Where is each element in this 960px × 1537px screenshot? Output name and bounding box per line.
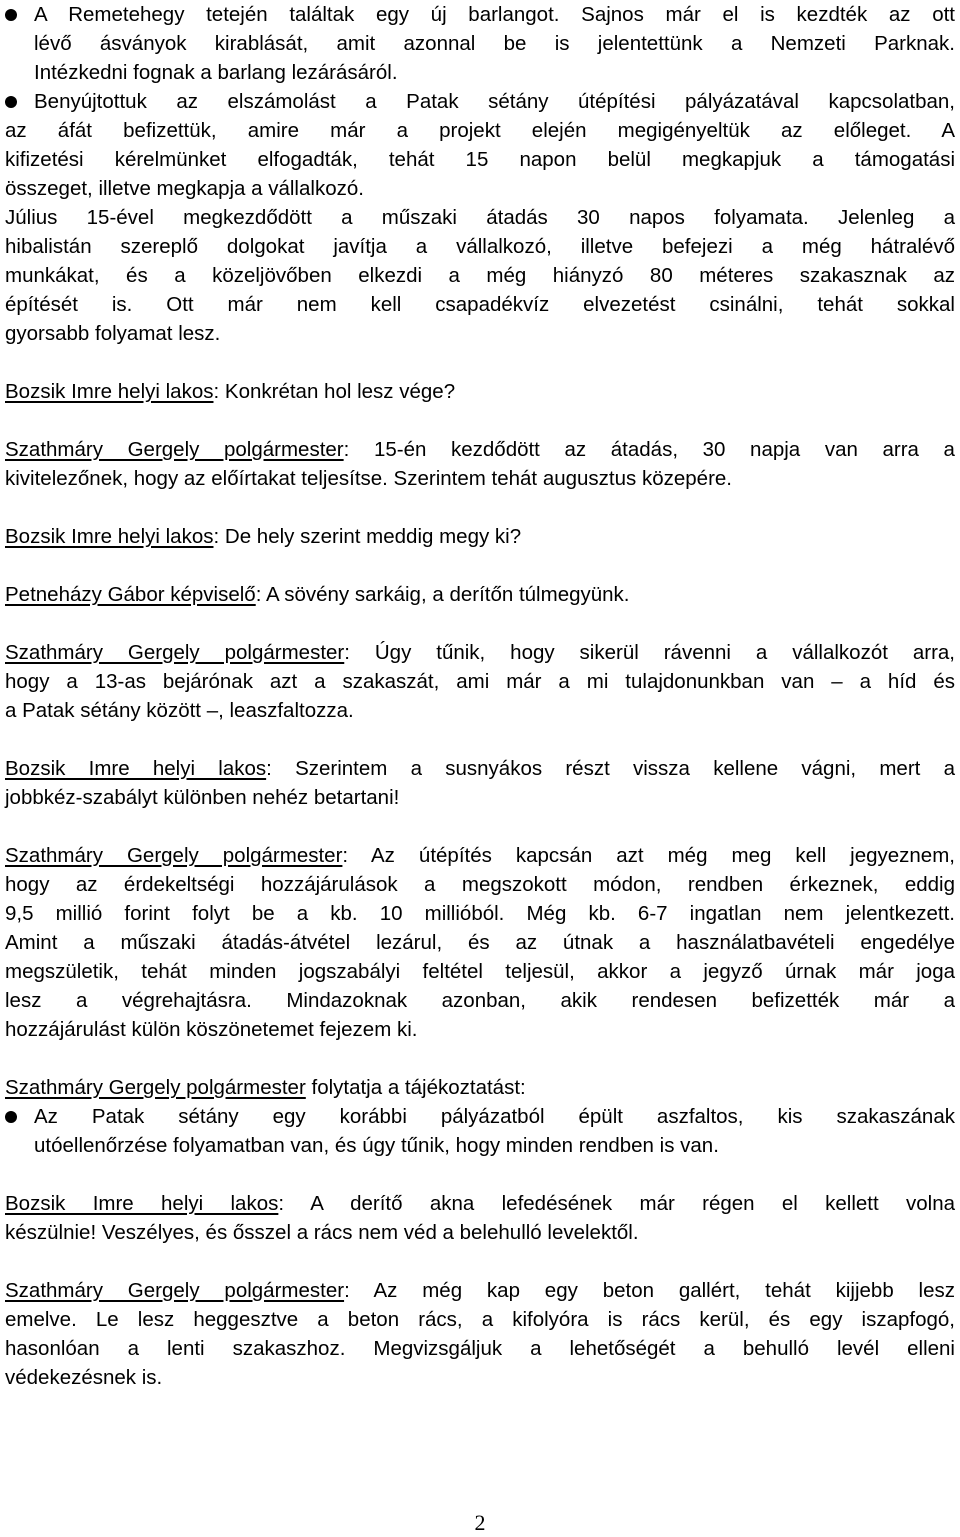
text-line: az áfát befizettük, amire már a projekt elején megigényeltük az előleget. A [5, 119, 955, 142]
speaker-name: Bozsik Imre helyi lakos [5, 525, 214, 548]
bullet-text [34, 0, 955, 87]
text-line: Konkrétan hol lesz vége? [224, 380, 456, 403]
dialogue-paragraph: Szathmáry Gergely polgármester: 15-én kezdődött az átadás, 30 napja van arra a kivitelezőnek, hogy az előírtakat teljesítse. Szerintem tehát augusztus közepére. [5, 435, 955, 493]
text-line: hogy az érdekeltségi hozzájárulások a megszokott módon, rendben érkeznek, eddig [5, 873, 955, 896]
text-line: kivitelezőnek, hogy az előírtakat teljesítse. Szerintem tehát augusztus közepére. [5, 467, 732, 490]
speaker-name: Bozsik Imre helyi lakos [5, 757, 267, 780]
speaker-name: Petneházy Gábor képviselő [5, 583, 256, 606]
text-line: A sövény sarkáig, a derítőn túlmegyünk. [265, 583, 630, 606]
page-number: 2 [474, 1510, 486, 1535]
paragraph [5, 1073, 955, 1102]
text-line: Úgy tűnik, hogy sikerül rávenni a vállalkozót arra, [374, 641, 955, 664]
text-line: kifizetési kérelmünket elfogadták, tehát 15 napon belül megkapjuk a támogatási [5, 148, 955, 171]
text-line: hogy a 13-as bejárónak azt a szakaszát, ami már a mi tulajdonunkban van – a híd és [5, 670, 955, 693]
text-line: lesz a végrehajtásra. Mindazoknak azonban, akik rendesen befizették már a [5, 989, 955, 1012]
dialogue-paragraph: Szathmáry Gergely polgármester: Az útépítés kapcsán azt még meg kell jegyeznem, hogy az érdekeltségi hozzájárulások a megszokott módon, rendben érkeznek, eddig 9,5 millió forint folyt be a kb. 10 millióból. Még kb. 6-7 ingatlan nem jelentkezett. Amint a műszaki átadás-átvétel lezárul, és az útnak a használatbavételi engedélye megszületik, tehát minden jogszabályi feltétel teljesül, akkor a jegyző úrnak már joga lesz a végrehajtásra. Mindazoknak azonban, akik rendesen befizették már a hozzájárulást külön köszönetemet fejezem ki. [5, 841, 955, 1044]
text-line: Az még kap egy beton gallért, tehát kijjebb lesz [373, 1279, 956, 1302]
text-line: gyorsabb folyamat lesz. [5, 322, 221, 345]
text-line: Az Patak sétány egy korábbi pályázatból épült aszfaltos, kis szakaszának [34, 1105, 955, 1128]
text-line: A derítő akna lefedésének már régen el kellett volna [310, 1192, 956, 1215]
text-line: A Remetehegy tetején találtak egy új barlangot. Sajnos már el is kezdték az ott [34, 3, 955, 26]
dialogue-paragraph: Bozsik Imre helyi lakos: De hely szerint meddig megy ki? [5, 525, 522, 548]
text-line: Benyújtottuk az elszámolást a Patak sétány útépítési pályázatával kapcsolatban, [34, 90, 955, 113]
text-line: jobbkéz-szabályt különben nehéz betartani! [5, 786, 400, 809]
text-line: hibalistán szereplő dolgokat javítja a vállalkozó, illetve befejezi a még hátralévő [5, 235, 955, 258]
dialogue-paragraph: Bozsik Imre helyi lakos: Szerintem a susnyákos részt vissza kellene vágni, mert a jobbkéz-szabályt különben nehéz betartani! [5, 754, 955, 812]
text-line: Intézkedni fognak a barlang lezárásáról. [34, 61, 398, 84]
dialogue-paragraph: Bozsik Imre helyi lakos: A derítő akna lefedésének már régen el kellett volna készülnie! Veszélyes, és ősszel a rács nem véd a belehulló levelektől. [5, 1189, 955, 1247]
text-line: emelve. Le lesz heggesztve a beton rács, a kifolyóra is rács kerül, és egy iszapfogó, [5, 1308, 955, 1331]
bullet-icon [5, 9, 17, 21]
paragraph [5, 203, 955, 348]
bullet-text [34, 1102, 955, 1160]
text-line: De hely szerint meddig megy ki? [224, 525, 522, 548]
text-line: 15-én kezdődött az átadás, 30 napja van arra a [373, 438, 955, 461]
speaker-name: Szathmáry Gergely polgármester [5, 641, 345, 664]
speaker-name: Szathmáry Gergely polgármester [5, 1076, 306, 1099]
text-line: utóellenőrzése folyamatban van, és úgy tűnik, hogy minden rendben is van. [34, 1134, 719, 1157]
text-line: hozzájárulást külön köszönetemet fejezem ki. [5, 1018, 418, 1041]
text-line: készülnie! Veszélyes, és ősszel a rács nem véd a belehulló levelektől. [5, 1221, 639, 1244]
speaker-name: Szathmáry Gergely polgármester [5, 844, 343, 867]
text-line: munkákat, és a közeljövőben elkezdi a még hiányzó 80 méteres szakasznak az [5, 264, 955, 287]
dialogue-paragraph: Szathmáry Gergely polgármester: Az még kap egy beton gallért, tehát kijjebb lesz emelve. Le lesz heggesztve a beton rács, a kifolyóra is rács kerül, és egy iszapfogó, hasonlóan a lenti szakaszhoz. Megvizsgáljuk a lehetőségét a behulló levél elleni védekezésnek is. [5, 1276, 955, 1392]
text-line: Július 15-ével megkezdődött a műszaki átadás 30 napos folyamata. Jelenleg a [5, 206, 955, 229]
text-line: 9,5 millió forint folyt be a kb. 10 millióból. Még kb. 6-7 ingatlan nem jelentkezett. [5, 902, 955, 925]
text-line: védekezésnek is. [5, 1366, 163, 1389]
text-line: lévő ásványok kirablását, amit azonnal be is jelentettünk a Nemzeti Parknak. [34, 32, 955, 55]
speaker-name: Bozsik Imre helyi lakos [5, 1192, 279, 1215]
bullet-icon [5, 1111, 17, 1123]
speaker-name: Bozsik Imre helyi lakos [5, 380, 214, 403]
text-line: Az útépítés kapcsán azt még meg kell jegyeznem, [371, 844, 955, 867]
text-line: Szerintem a susnyákos részt vissza kellene vágni, mert a [295, 757, 955, 780]
text-line: építését is. Ott már nem kell csapadékvíz elvezetést csinálni, tehát sokkal [5, 293, 955, 316]
text-line: megszületik, tehát minden jogszabályi feltétel teljesül, akkor a jegyző úrnak már joga [5, 960, 955, 983]
text-line: Amint a műszaki átadás-átvétel lezárul, és az útnak a használatbavételi engedélye [5, 931, 955, 954]
text-line: összeget, illetve megkapja a vállalkozó. [5, 177, 364, 200]
text-line: folytatja a tájékoztatást: [305, 1076, 526, 1099]
text-line: hasonlóan a lenti szakaszhoz. Megvizsgáljuk a lehetőségét a behulló levél elleni [5, 1337, 955, 1360]
speaker-name: Szathmáry Gergely polgármester [5, 1279, 345, 1302]
dialogue-paragraph: Bozsik Imre helyi lakos: Konkrétan hol lesz vége? [5, 380, 456, 403]
speaker-name: Szathmáry Gergely polgármester [5, 438, 344, 461]
dialogue-paragraph: Petneházy Gábor képviselő: A sövény sarkáig, a derítőn túlmegyünk. [5, 583, 630, 606]
bullet-text [5, 87, 955, 203]
text-line: a Patak sétány között –, leaszfaltozza. [5, 699, 354, 722]
dialogue-paragraph: Szathmáry Gergely polgármester: Úgy tűnik, hogy sikerül rávenni a vállalkozót arra, hogy a 13-as bejárónak azt a szakaszát, ami már a mi tulajdonunkban van – a híd és a Patak sétány között –, leaszfaltozza. [5, 638, 955, 725]
